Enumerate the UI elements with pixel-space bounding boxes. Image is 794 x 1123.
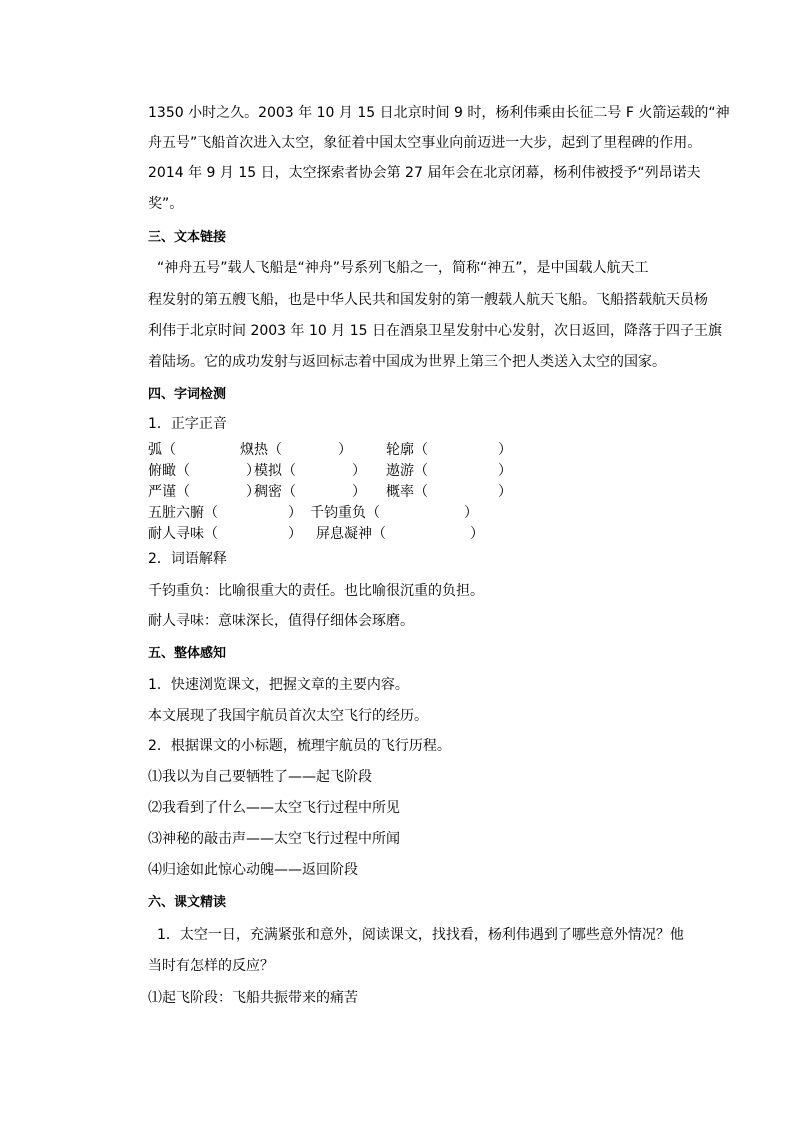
- para1-line4: 奖”。: [148, 196, 184, 212]
- section3-heading: 三、文本链接: [148, 230, 227, 245]
- section6-heading: 六、课文精读: [148, 895, 227, 910]
- stage-item: ⑷归途如此惊心动魄——返回阶段: [148, 862, 358, 878]
- pinyin-cell: 屏息凝神（ ）: [316, 526, 484, 542]
- section4-sub2: 2．词语解释: [148, 551, 227, 567]
- stage-item: ⑵我看到了什么——太空飞行过程中所见: [148, 800, 400, 816]
- pinyin-cell: 耐人寻味（ ）: [148, 526, 302, 542]
- section5-q1: 1．快速浏览课文，把握文章的主要内容。: [148, 677, 409, 693]
- section6-item1: ⑴起飞阶段：飞船共振带来的痛苦: [148, 990, 358, 1006]
- pinyin-cell: 五脏六腑（ ）: [148, 505, 302, 521]
- stage-item: ⑴我以为自己要牺牲了——起飞阶段: [148, 769, 372, 785]
- pinyin-cell: 概率（ ）: [386, 484, 512, 500]
- section3-line1: “神舟五号”载人飞船是“神舟”号系列飞船之一，简称“神五”，是中国载人航天工: [157, 260, 649, 276]
- para1-line2: 舟五号”飞船首次进入太空，象征着中国太空事业向前迈进一大步，起到了里程碑的作用。: [148, 135, 702, 151]
- section4-heading: 四、字词检测: [148, 387, 227, 402]
- definition-1: 千钧重负：比喻很重大的责任。也比喻很沉重的负担。: [148, 583, 484, 599]
- pinyin-cell: 严谨（ ）: [148, 484, 260, 500]
- pinyin-cell: 轮廓（ ）: [386, 442, 512, 458]
- section6-q1-line2: 当时有怎样的反应？: [148, 958, 274, 974]
- para1-line3: 2014 年 9 月 15 日，太空探索者协会第 27 届年会在北京闭幕，杨利伟被授予“列昂诺夫: [148, 165, 701, 181]
- section5-q2: 2．根据课文的小标题，梳理宇航员的飞行历程。: [148, 738, 451, 754]
- section3-line4: 着陆场。它的成功发射与返回标志着中国成为世界上第三个把人类送入太空的国家。: [148, 354, 666, 370]
- pinyin-cell: 稠密（ ）: [254, 484, 366, 500]
- pinyin-cell: 弧（ ）: [148, 442, 260, 458]
- section6-q1-line1: 1．太空一日，充满紧张和意外，阅读课文，找找看，杨利伟遇到了哪些意外情况？他: [157, 927, 684, 943]
- pinyin-cell: 遨游（ ）: [386, 463, 512, 479]
- definition-2: 耐人寻味：意味深长，值得仔细体会琢磨。: [148, 613, 414, 629]
- pinyin-cell: 模拟（ ）: [254, 463, 366, 479]
- pinyin-cell: 千钧重负（ ）: [310, 505, 478, 521]
- para1-line1: 1350 小时之久。2003 年 10 月 15 日北京时间 9 时，杨利伟乘由长征二号 F 火箭运载的“神: [148, 105, 730, 121]
- pinyin-cell: 炽热（ ）: [240, 442, 352, 458]
- section5-heading: 五、整体感知: [148, 646, 227, 661]
- stage-item: ⑶神秘的敲击声——太空飞行过程中所闻: [148, 831, 400, 847]
- pinyin-cell: 俯瞰（ ）: [148, 463, 260, 479]
- section3-line3: 利伟于北京时间 2003 年 10 月 15 日在酒泉卫星发射中心发射，次日返回，降落于四子王旗: [148, 323, 722, 339]
- section5-a1: 本文展现了我国宇航员首次太空飞行的经历。: [148, 708, 428, 724]
- section3-line2: 程发射的第五艘飞船，也是中华人民共和国发射的第一艘载人航天飞船。飞船搭载航天员杨: [148, 292, 708, 308]
- section4-sub1: 1．正字正音: [148, 416, 227, 432]
